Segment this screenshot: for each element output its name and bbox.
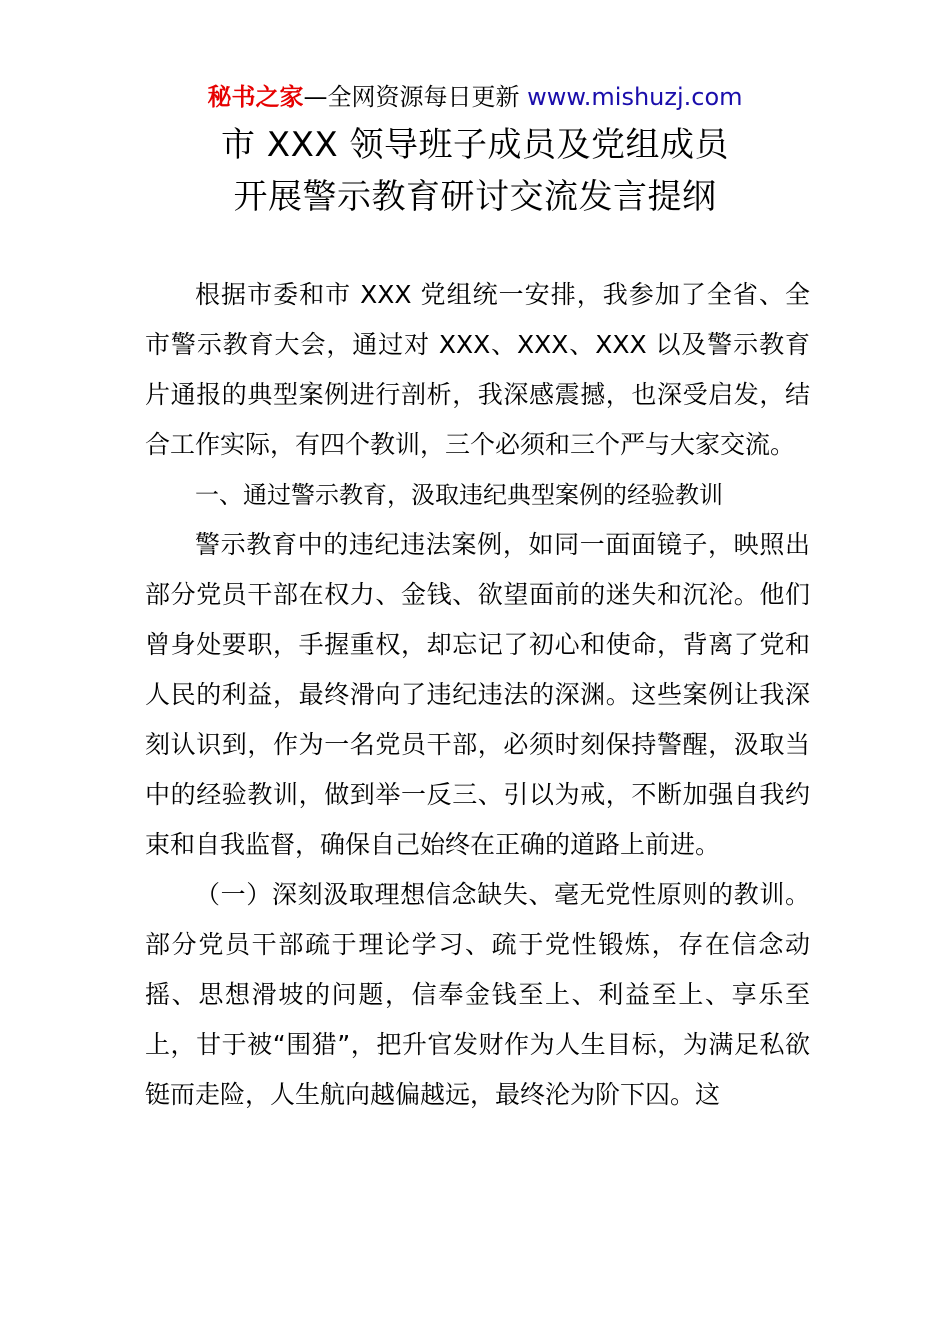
site-url[interactable]: www.mishuzj.com — [527, 83, 743, 111]
section-heading-1: 一、通过警示教育，汲取违纪典型案例的经验教训 — [195, 481, 723, 509]
document-body — [145, 270, 810, 1120]
document-title — [0, 122, 950, 220]
brand-name: 秘书之家 — [207, 83, 304, 111]
site-banner — [0, 80, 950, 114]
title-line-1: 市 XXX 领导班子成员及党组成员 — [221, 125, 729, 165]
paragraph-section-1: 警示教育中的违纪违法案例，如同一面面镜子，映照出部分党员干部在权力、金钱、欲望面前的迷失和沉沦。他们曾身处要职，手握重权，却忘记了初心和使命，背离了党和人民的利益，最终滑向了违纪违法的深渊。这些案例让我深刻认识到，作为一名党员干部，必须时刻保持警醒，汲取当中的经验教训，做到举一反三、引以为戒，不断加强自我约束和自我监督，确保自己始终在正确的道路上前进。 — [145, 530, 810, 859]
title-line-2: 开展警示教育研讨交流发言提纲 — [233, 177, 717, 217]
paragraph-subsection-1: （一）深刻汲取理想信念缺失、毫无党性原则的教训。部分党员干部疏于理论学习、疏于党性锻炼，存在信念动摇、思想滑坡的问题，信奉金钱至上、利益至上、享乐至上，甘于被“围猎”，把升官发财作为人生目标，为满足私欲铤而走险，人生航向越偏越远，最终沦为阶下囚。这 — [145, 880, 810, 1109]
banner-tagline: —全网资源每日更新 — [303, 83, 528, 111]
paragraph-intro: 根据市委和市 XXX 党组统一安排，我参加了全省、全市警示教育大会，通过对 XXX、XXX、XXX 以及警示教育片通报的典型案例进行剖析，我深感震撼，也深受启发，结合工作实际，有四个教训，三个必须和三个严与大家交流。 — [145, 280, 810, 459]
